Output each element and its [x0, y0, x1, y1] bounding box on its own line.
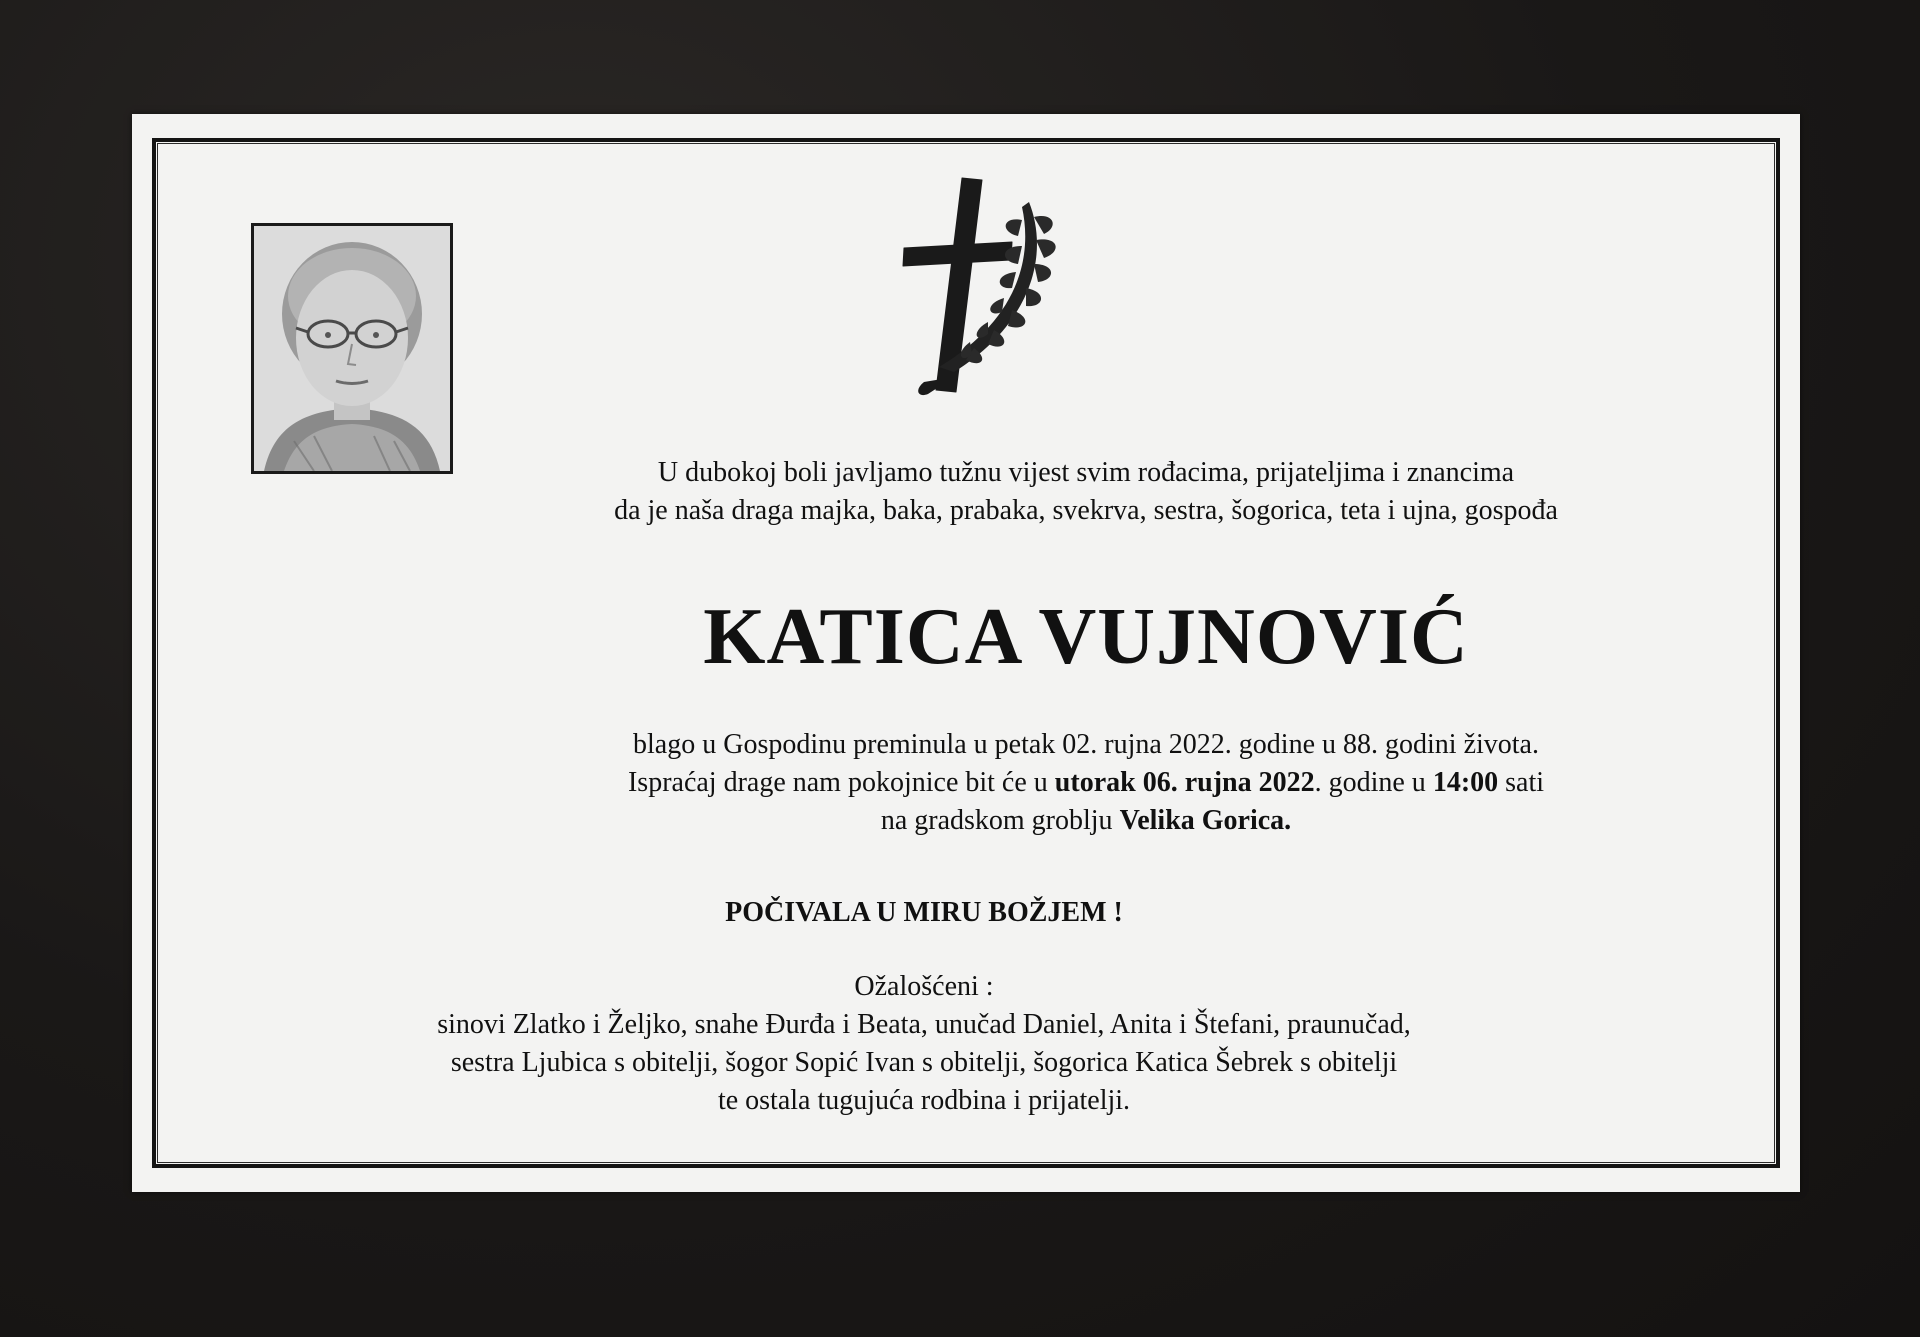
details-line-2-text-a: Ispraćaj drage nam pokojnice bit će u	[627, 767, 1055, 798]
announcement-intro	[462, 454, 1710, 530]
intro-line-2: da je naša draga majka, baka, prabaka, svekrva, sestra, šogorica, teta i ujna, gospođa	[614, 495, 1558, 526]
details-line-1: blago u Gospodinu preminula u petak 02. rujna 2022. godine u 88. godini života.	[633, 729, 1539, 760]
mourners-line-1: sinovi Zlatko i Željko, snahe Đurđa i Beata, unučad Daniel, Anita i Štefani, praunučad,	[437, 1009, 1411, 1040]
details-line-3	[462, 802, 1710, 840]
details-line-2-text-e: sati	[1498, 767, 1545, 798]
mourners-line-2: sestra Ljubica s obitelji, šogor Sopić Ivan s obitelji, šogorica Katica Šebrek s obitelji	[450, 1047, 1398, 1078]
mourners-line-3: te ostala tugujuća rodbina i prijatelji.	[717, 1085, 1131, 1116]
cross-with-palm-branch-icon	[884, 172, 1084, 412]
rest-in-peace-line: POČIVALA U MIRU BOŽJEM !	[725, 897, 1123, 928]
funeral-date: utorak 06. rujna 2022	[1054, 767, 1315, 798]
portrait-image	[254, 226, 450, 471]
mourners-list	[132, 968, 1716, 1120]
portrait-photo	[251, 223, 453, 474]
obituary-card	[132, 114, 1800, 1192]
details-line-3-text-a: na gradskom groblju	[880, 805, 1120, 836]
intro-line-1: U dubokoj boli javljamo tužnu vijest svim rođacima, prijateljima i znancima	[657, 457, 1515, 488]
funeral-details	[462, 726, 1710, 840]
funeral-time: 14:00	[1432, 767, 1499, 798]
cemetery-name: Velika Gorica.	[1119, 805, 1292, 836]
deceased-name: KATICA VUJNOVIĆ	[703, 593, 1469, 681]
mourners-heading: Ožalošćeni :	[854, 971, 994, 1002]
details-line-2-text-c: . godine u	[1314, 767, 1433, 798]
details-line-2	[462, 764, 1710, 802]
